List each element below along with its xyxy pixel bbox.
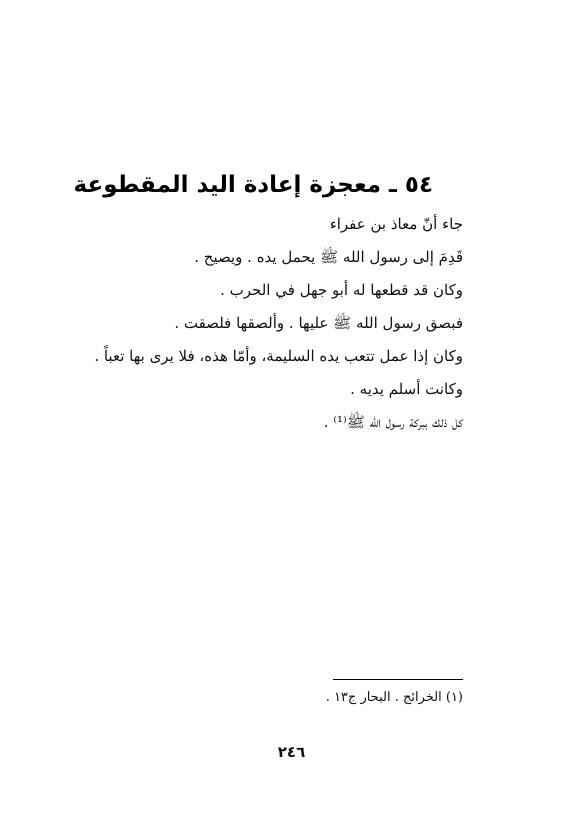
- page-number: ٢٤٦: [277, 743, 306, 761]
- footnote-separator: [333, 679, 463, 680]
- chapter-title: ٥٤ ـ معجزة إعادة اليد المقطوعة: [73, 172, 433, 198]
- body-line-4: فبصق رسول الله ﷺ عليها . وألصقها فلصقت .: [174, 314, 463, 332]
- body-line-5: وكان إذا عمل تتعب يده السليمة، وأمّا هذه، فلا يرى بها تعباً .: [94, 347, 463, 365]
- body-line-3: وكان قد قطعها له أبو جهل في الحرب .: [220, 281, 463, 299]
- body-text: [94, 208, 463, 439]
- footnote: (١) الخرائج . البحار ج١٣ .: [325, 690, 463, 705]
- body-line-6: وكانت أسلم يديه .: [350, 380, 463, 398]
- body-line-2: قَدِمَ إلى رسول الله ﷺ يحمل يده . ويصيح .: [194, 248, 463, 266]
- body-line-1: جاء أنّ معاذ بن عفراء: [329, 215, 463, 233]
- body-line-7: كل ذلك ببركة رسول الله ﷺ⁽¹⁾ .: [323, 413, 463, 431]
